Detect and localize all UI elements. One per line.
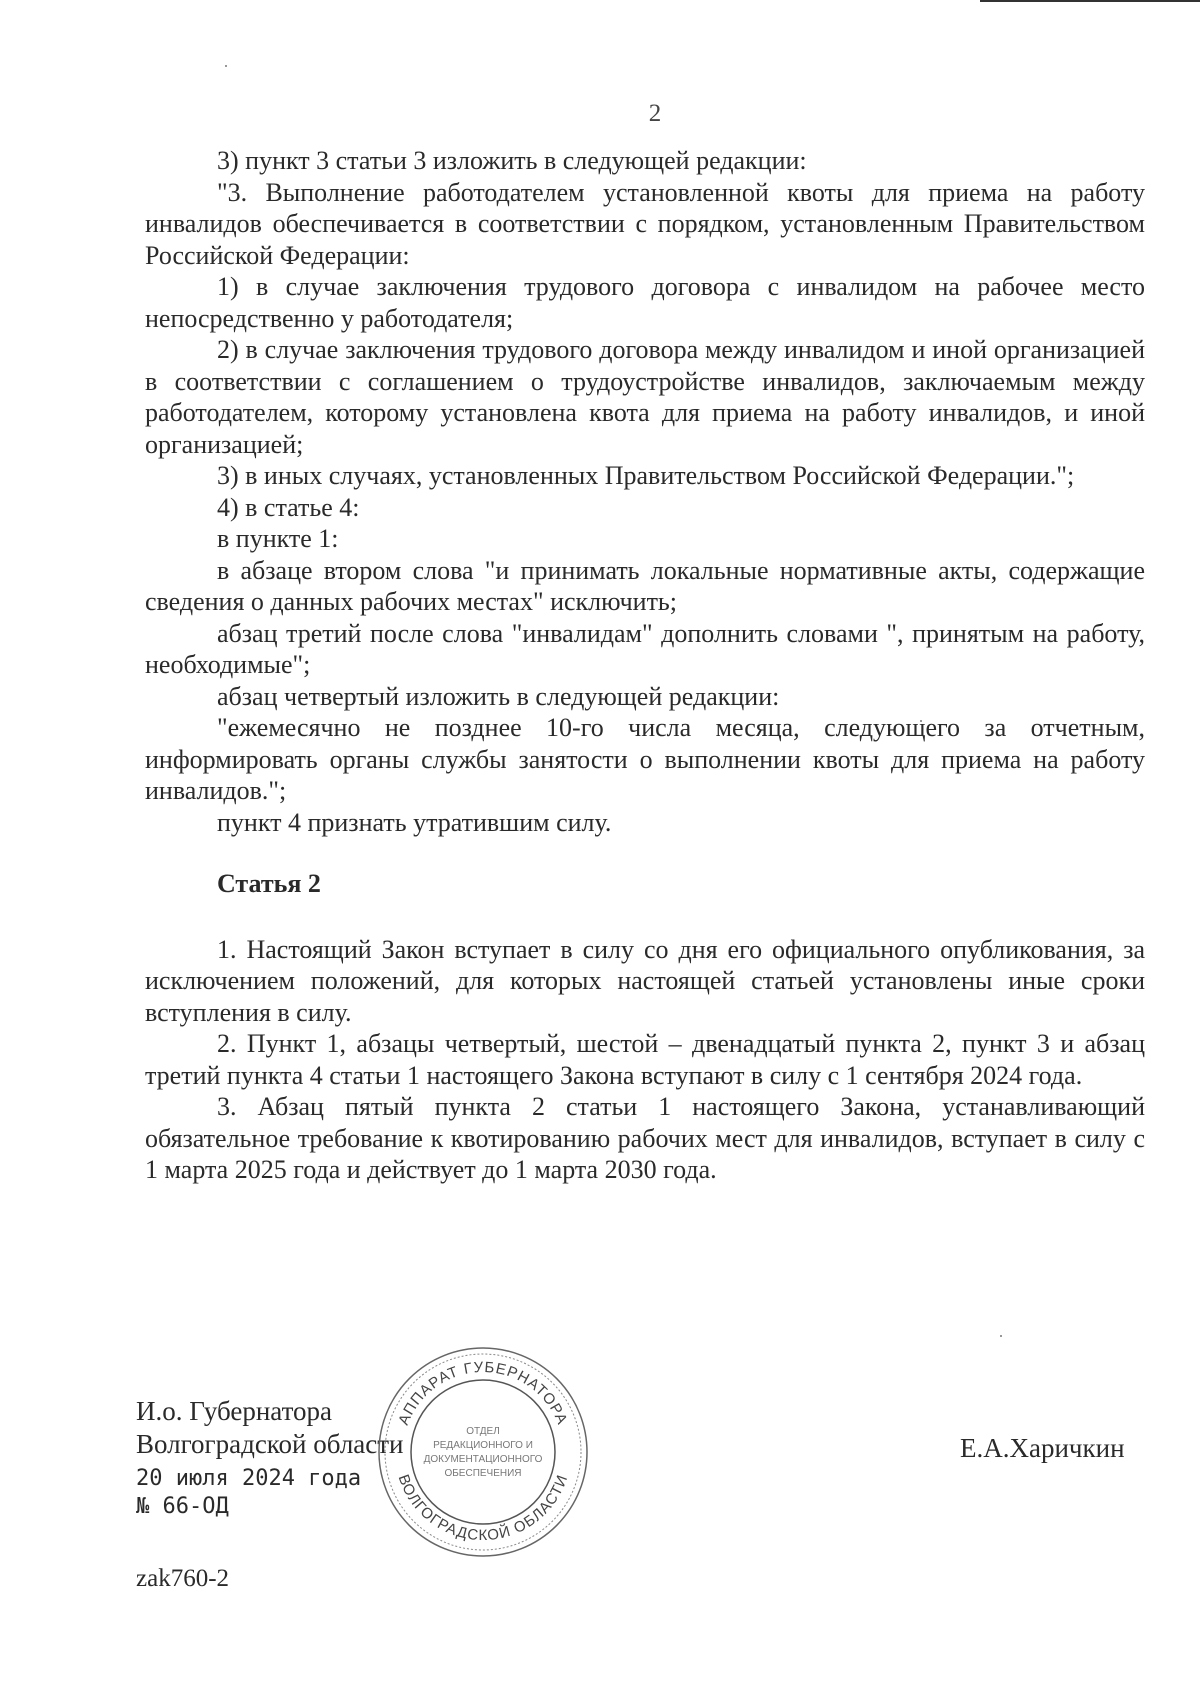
scan-speck (1000, 1335, 1002, 1337)
stamp-inner-line: РЕДАКЦИОННОГО И (433, 1440, 533, 1451)
signature-date-block (136, 1465, 361, 1521)
svg-text:ВОЛГОГРАДСКОЙ ОБЛАСТИ (395, 1472, 572, 1544)
signature-title-line: И.о. Губернатора (136, 1396, 333, 1426)
stamp-inner-line: ДОКУМЕНТАЦИОННОГО (423, 1454, 543, 1465)
paragraph: "ежемесячно не позднее 10-го числа месяца, следующего за отчетным, информировать органы службы занятости о выполнении квоты для приема на работу инвалидов."; (145, 713, 1145, 805)
article-paragraph: 3. Абзац пятый пункта 2 статьи 1 настоящего Закона, устанавливающий обязательное требование к квотированию рабочих мест для инвалидов, вступает в силу с 1 марта 2025 года и действует до 1 марта 2030 года. (145, 1092, 1145, 1184)
paragraph: абзац третий после слова "инвалидам" дополнить словами ", принятым на работу, необходимые"; (145, 618, 1145, 679)
scan-edge-line (980, 0, 1200, 2)
scan-speck (225, 65, 227, 67)
paragraph: 4) в статье 4: (217, 492, 360, 522)
official-stamp (373, 1342, 593, 1562)
paragraph: 3) в иных случаях, установленных Правительством Российской Федерации."; (217, 461, 1075, 490)
paragraph: абзац четвертый изложить в следующей редакции: (217, 681, 780, 711)
document-number: № 66-ОД (136, 1494, 229, 1519)
stamp-inner-line: ОБЕСПЕЧЕНИЯ (444, 1468, 522, 1479)
article-paragraph: 1. Настоящий Закон вступает в силу со дня его официального опубликования, за исключением положений, для которых настоящей статьей установлены иные сроки вступления в силу. (145, 934, 1145, 1027)
stamp-bottom-text: ВОЛГОГРАДСКОЙ ОБЛАСТИ (394, 1472, 572, 1545)
signature-date: 20 июля 2024 года (136, 1466, 362, 1491)
paragraph: 1) в случае заключения трудового договора с инвалидом на рабочее место непосредственно у работодателя; (145, 272, 1145, 333)
paragraph: "3. Выполнение работодателем установленной квоты для приема на работу инвалидов обеспечивается в соответствии с порядком, установленным Правительством Российской Федерации: (145, 177, 1145, 270)
stamp-top-text: АППАРАТ ГУБЕРНАТОРА (395, 1358, 571, 1428)
svg-text:АППАРАТ ГУБЕРНАТОРА (395, 1359, 571, 1428)
signature-title (136, 1395, 404, 1461)
paragraph: пункт 4 признать утратившим силу. (217, 807, 612, 837)
article-paragraph: 2. Пункт 1, абзацы четвертый, шестой – двенадцатый пункта 2, пункт 3 и абзац третий пункта 4 статьи 1 настоящего Закона вступают в силу с 1 сентября 2024 года. (145, 1029, 1145, 1090)
paragraph: в пункте 1: (217, 524, 339, 553)
signature-title-line: Волгоградской области (136, 1429, 404, 1459)
page-number: 2 (648, 100, 662, 127)
stamp-inner-line: ОТДЕЛ (466, 1426, 500, 1437)
paragraph: 2) в случае заключения трудового договора между инвалидом и иной организацией в соответствии с соглашением о трудоустройстве инвалидов, заключаемым между работодателем, которому установлена квота для приема на работу инвалидов, и иной организацией; (145, 335, 1145, 459)
paragraph: в абзаце втором слова "и принимать локальные нормативные акты, содержащие сведения о данных рабочих местах" исключить; (145, 555, 1145, 616)
article-heading: Статья 2 (217, 869, 321, 898)
signer-name: Е.А.Харичкин (960, 1433, 1125, 1463)
document-code: zak760-2 (136, 1565, 230, 1592)
document-body (145, 145, 1145, 1186)
paragraph: 3) пункт 3 статьи 3 изложить в следующей редакции: (217, 146, 807, 175)
